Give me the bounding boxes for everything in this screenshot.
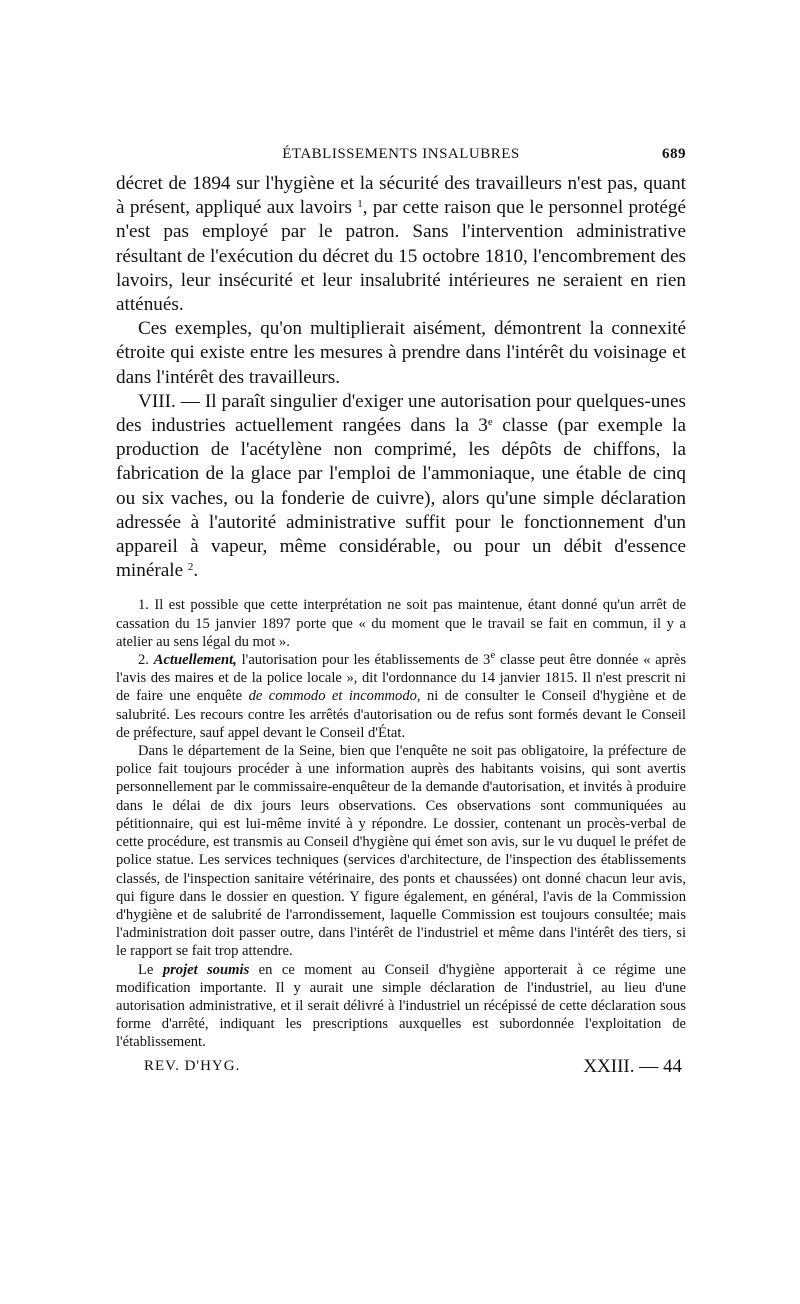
- footnote-number: 2.: [138, 652, 154, 669]
- footnote-text: en ce moment au Conseil d'hygiène apporterait à ce régime une modification importante. Il y aurait une simple déclaration de l'industriel, au lieu d'une autorisation administrative, et il serait délivré à l'industriel un récépissé de cette déclaration sous forme d'arrêté, indiquant les prescriptions auxquelles est subordonnée l'exploitation de l'établissement.: [116, 961, 687, 1051]
- footnote-2: [116, 651, 686, 742]
- footnote-text: ni de consulter le Conseil d'hygiène et de salubrité. Les recours contre les arrêtés d'autorisation ou de refus sont formés devant le Conseil de préfecture, sauf appel devant le Conseil d'État.: [116, 688, 686, 741]
- ordinal-superscript: e: [490, 649, 496, 662]
- paragraph-text: décret de 1894 sur l'hygiène et la sécurité des travailleurs n'est pas, quant à présent, appliqué aux lavoirs: [116, 173, 686, 219]
- footnote-text: classe peut être donnée « après l'avis des maires et de la police locale », dit l'ordonnance du 14 janvier 1815. Il n'est prescrit ni de faire une enquête: [116, 652, 687, 705]
- footnote-emphasis: Actuellement,: [153, 652, 237, 669]
- main-text: [116, 172, 686, 583]
- footnote-emphasis: projet soumis: [162, 961, 250, 978]
- footnote-emphasis: de commodo et incommodo,: [248, 688, 421, 705]
- paragraph: Ces exemples, qu'on multiplierait aisément, démontrent la connexité étroite qui existe entre les mesures à prendre dans l'intérêt du voisinage et dans l'intérêt des travailleurs.: [116, 318, 686, 388]
- footnotes: [116, 596, 686, 1051]
- page-number: 689: [662, 146, 686, 162]
- footnote-text: l'autorisation pour les établissements de 3: [236, 652, 491, 669]
- footnote-ref: 2: [187, 561, 194, 574]
- volume-signature: XXIII. — 44: [583, 1055, 682, 1077]
- book-page: [116, 146, 686, 1080]
- footnote-2-continued: Dans le département de la Seine, bien que l'enquête ne soit pas obligatoire, la préfecture de police fait toujours procéder à une information auprès des habitants voisins, qui sont avertis personnellement par le commissaire-enquêteur de la demande d'autorisation, et invités à produire dans le délai de dix jours leurs observations. Ces observations sont communiquées au pétitionnaire, qui est lui-même invité à y répondre. Le dossier, contenant un procès-verbal de cette procédure, est transmis au Conseil d'hygiène qui émet son avis, sur le vu duquel le préfet de police statue. Les services techniques (services d'architecture, de l'inspection des établissements classés, de l'inspection sanitaire vétérinaire, des ponts et chaussées) ont donné chacun leur avis, qui figure dans le dossier en question. Y figure également, en général, l'avis de la Commission d'hygiène et de salubrité de l'arrondissement, laquelle Commission est toujours consultée; mais l'administration doit passer outre, dans l'intérêt de l'industriel et même dans l'intérêt des tiers, si le rapport se fait trop attendre.: [116, 743, 686, 960]
- footnote-ref: 1: [357, 198, 363, 211]
- paragraph-continuation: [116, 172, 686, 317]
- paragraph-section-viii: [116, 390, 686, 584]
- paragraph-text: classe (par exemple la production de l'acétylène non comprimé, les dépôts de chiffons, la fabrication de la glace par l'emploi de l'ammoniaque, une étable de cinq ou six vaches, ou la fonderie de cuivre), alors qu'une simple déclaration adressée à l'autorité administrative suffit pour le fonctionnement d'un appareil à vapeur, même considérable, ou pour un débit d'essence minérale: [116, 415, 686, 582]
- page-footer: [116, 1056, 686, 1080]
- running-head: [116, 146, 686, 172]
- footnote-1: 1. Il est possible que cette interprétation ne soit pas maintenue, étant donné qu'un arrêt de cassation du 15 janvier 1897 porte que « du moment que le travail se fait en commun, il y a atelier au sens légal du mot ».: [116, 597, 686, 650]
- journal-signature: REV. D'HYG.: [144, 1057, 241, 1074]
- paragraph-text: , par cette raison que le personnel protégé n'est pas employé par le patron. Sans l'intervention administrative résultant de l'exécution du décret du 15 octobre 1810, l'encombrement des lavoirs, leur insécurité et leur insalubrité intérieures ne seraient en rien atténués.: [116, 197, 686, 316]
- paragraph-text: VIII. — Il paraît singulier d'exiger une autorisation pour quelques-unes des industries actuellement rangées dans la 3: [116, 390, 686, 437]
- footnote-text: Le: [138, 961, 163, 978]
- footnote-2-continued: [116, 961, 686, 1052]
- running-title: ÉTABLISSEMENTS INSALUBRES: [282, 146, 520, 162]
- paragraph-text: .: [193, 560, 199, 582]
- ordinal-superscript: e: [487, 416, 493, 429]
